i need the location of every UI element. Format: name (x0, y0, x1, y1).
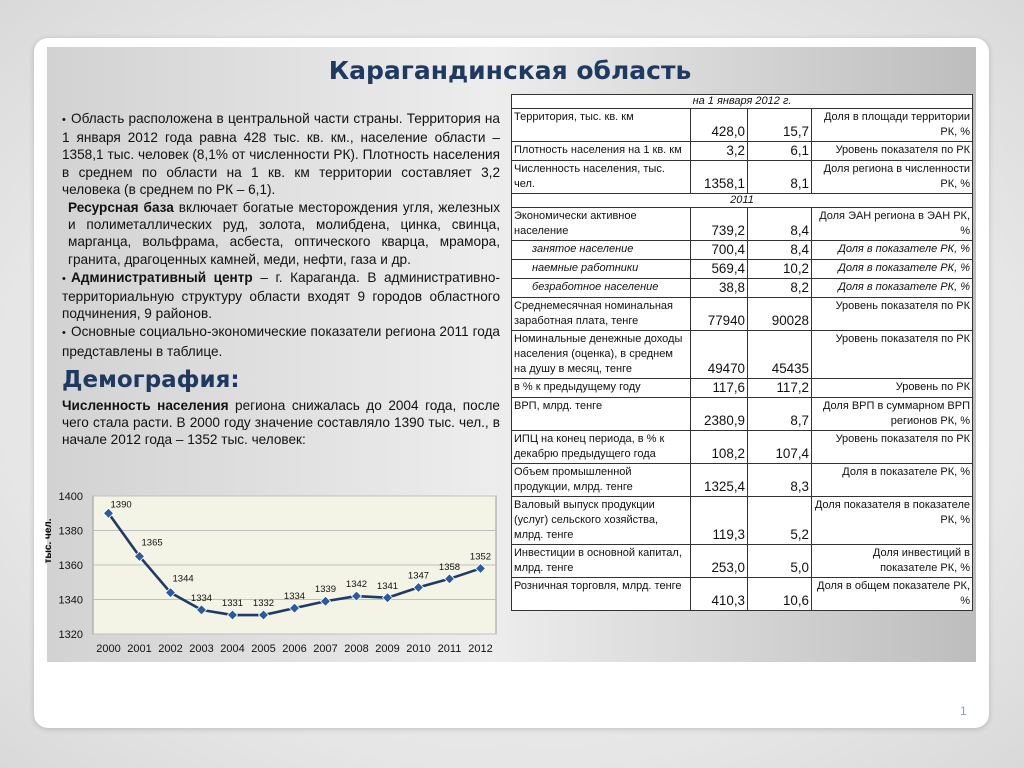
table-row (512, 379, 973, 398)
table-row (512, 279, 973, 298)
row-value-share: 15,7 (748, 109, 812, 142)
y-tick-label: 1360 (58, 560, 83, 572)
x-tick-label: 2007 (313, 643, 338, 655)
intro-paragraph-4: • Основные социально-экономические показатели региона 2011 года представлены в таблице. (62, 324, 500, 359)
row-indicator: Доля в общем показателе РК, % (812, 578, 973, 611)
x-tick-label: 2002 (158, 643, 183, 655)
row-indicator: Доля инвестиций в показателе РК, % (812, 545, 973, 578)
row-value-region: 77940 (691, 298, 748, 331)
intro-paragraph-3: • Административный центр – г. Караганда. В административно-территориальную структуру области входят 9 городов областного подчинения, 9 районов. (62, 269, 500, 322)
admin-center-label: Административный центр (71, 269, 253, 285)
row-label: в % к предыдущему году (512, 379, 691, 398)
row-indicator: Доля ВРП в суммарном ВРП регионов РК, % (812, 398, 973, 431)
y-axis-label: тыс. чел. (43, 518, 54, 564)
x-tick-label: 2003 (189, 643, 214, 655)
row-label: занятое население (512, 241, 691, 260)
row-value-share: 8,7 (748, 398, 812, 431)
row-value-region: 1358,1 (691, 161, 748, 194)
table-year-row (512, 194, 973, 208)
row-label: Номинальные денежные доходы населения (оценка), в среднем на душу в месяц, тенге (512, 331, 691, 379)
intro-paragraph-2: Ресурсная база включает богатые месторождения угля, железных и полиметаллических руд, золота, молибдена, цинка, свинца, марганца, вольфрама, асбеста, оптического кварца, мрамора, гранита, драгоценных камней, меди, нефти, газа и др. (68, 200, 500, 267)
table-row (512, 260, 973, 279)
row-label: Территория, тыс. кв. км (512, 109, 691, 142)
row-indicator: Доля показателя в показателе РК, % (812, 497, 973, 545)
row-label: наемные работники (512, 260, 691, 279)
row-value-share: 8,4 (748, 241, 812, 260)
table-row (512, 142, 973, 161)
table-year-header: 2011 (512, 194, 973, 208)
row-label: Экономически активное население (512, 208, 691, 241)
row-value-region: 700,4 (691, 241, 748, 260)
row-value-share: 90028 (748, 298, 812, 331)
bullet-icon: • (62, 327, 66, 340)
row-indicator: Доля в площади территории РК, % (812, 109, 973, 142)
row-label: ИПЦ на конец периода, в % к декабрю предыдущего года (512, 431, 691, 464)
population-chart-svg (40, 488, 500, 660)
row-value-share: 8,1 (748, 161, 812, 194)
data-label: 1339 (314, 584, 337, 596)
table-row (512, 298, 973, 331)
indicators-table (511, 94, 973, 611)
x-tick-label: 2008 (344, 643, 369, 655)
row-value-share: 6,1 (748, 142, 812, 161)
data-label: 1390 (110, 499, 132, 511)
row-value-share: 107,4 (748, 431, 812, 464)
row-value-share: 45435 (748, 331, 812, 379)
row-value-region: 428,0 (691, 109, 748, 142)
bullet-icon: • (62, 114, 66, 126)
row-value-share: 117,2 (748, 379, 812, 398)
table-row (512, 161, 973, 194)
population-chart (40, 488, 500, 660)
x-tick-label: 2001 (127, 643, 152, 655)
table-row (512, 208, 973, 241)
data-label: 1334 (283, 591, 306, 603)
row-label: Объем промышленной продукции, млрд. тенге (512, 464, 691, 497)
x-tick-label: 2011 (437, 643, 462, 655)
row-label: безработное население (512, 279, 691, 298)
row-value-region: 38,8 (691, 279, 748, 298)
row-value-region: 739,2 (691, 208, 748, 241)
table-row (512, 398, 973, 431)
row-value-region: 410,3 (691, 578, 748, 611)
indicators-table-wrap (511, 94, 972, 611)
data-label: 1332 (252, 598, 275, 610)
row-label: ВРП, млрд. тенге (512, 398, 691, 431)
row-label: Розничная торговля, млрд. тенге (512, 578, 691, 611)
demography-paragraph: Численность населения региона снижалась до 2004 года, после чего стала расти. В 2000 году значение составляло 1390 тыс. чел., в начале 2012 года – 1352 тыс. человек: (62, 397, 500, 448)
row-value-region: 569,4 (691, 260, 748, 279)
row-value-share: 8,2 (748, 279, 812, 298)
row-indicator: Доля в показателе РК, % (812, 260, 973, 279)
data-label: 1334 (190, 592, 213, 604)
row-indicator: Уровень показателя по РК (812, 331, 973, 379)
slide-title: Карагандинская область (328, 56, 692, 85)
data-label: 1331 (221, 598, 244, 610)
row-value-region: 3,2 (691, 142, 748, 161)
y-tick-label: 1380 (58, 525, 83, 538)
row-indicator: Уровень показателя по РК (812, 431, 973, 464)
row-value-region: 49470 (691, 331, 748, 379)
row-value-region: 2380,9 (691, 398, 748, 431)
x-tick-label: 2000 (96, 643, 121, 655)
table-row (512, 109, 973, 142)
table-date-header: на 1 января 2012 г. (512, 95, 973, 109)
table-row (512, 464, 973, 497)
table-header-row (512, 95, 973, 109)
row-value-region: 108,2 (691, 431, 748, 464)
x-tick-label: 2005 (251, 643, 276, 655)
row-indicator: Доля в показателе РК, % (812, 464, 973, 497)
table-row (512, 497, 973, 545)
intro-text (62, 110, 500, 449)
x-tick-label: 2004 (220, 643, 245, 655)
intro-paragraph-1: • Область расположена в центральной части страны. Территория на 1 января 2012 года равна 428 тыс. кв. км., население области – 1358,1 тыс. человек (8,1% от численности РК). Плотность населения в среднем по области на 1 кв. км территории составляет 3,2 человека (в среднем по РК – 6,1). (62, 111, 500, 197)
row-value-region: 253,0 (691, 545, 748, 578)
x-tick-label: 2009 (375, 643, 400, 655)
data-label: 1352 (469, 551, 492, 563)
table-row (512, 431, 973, 464)
population-label: Численность населения (62, 397, 229, 413)
row-value-region: 117,6 (691, 379, 748, 398)
y-tick-label: 1400 (58, 491, 83, 503)
data-label: 1358 (438, 561, 461, 573)
x-tick-labels (96, 643, 492, 655)
row-label: Плотность населения на 1 кв. км (512, 142, 691, 161)
page-number: 1 (960, 704, 967, 718)
x-tick-label: 2006 (282, 643, 307, 655)
row-indicator: Доля в показателе РК, % (812, 279, 973, 298)
table-row (512, 545, 973, 578)
data-label: 1365 (141, 537, 163, 549)
row-value-share: 8,4 (748, 208, 812, 241)
demography-heading: Демография: (62, 366, 240, 393)
table-row (512, 241, 973, 260)
row-value-region: 1325,4 (691, 464, 748, 497)
row-indicator: Доля ЭАН региона в ЭАН РК, % (812, 208, 973, 241)
data-label: 1341 (376, 580, 399, 592)
row-indicator: Доля региона в численности РК, % (812, 161, 973, 194)
y-tick-labels (59, 491, 83, 641)
row-indicator: Уровень по РК (812, 379, 973, 398)
row-value-share: 8,3 (748, 464, 812, 497)
row-indicator: Уровень показателя по РК (812, 298, 973, 331)
bullet-icon: • (62, 272, 66, 285)
row-value-region: 119,3 (691, 497, 748, 545)
row-label: Среднемесячная номинальная заработная плата, тенге (512, 298, 691, 331)
row-label: Численность населения, тыс. чел. (512, 161, 691, 194)
row-indicator: Доля в показателе РК, % (812, 241, 973, 260)
row-value-share: 5,2 (748, 497, 812, 545)
row-value-share: 10,2 (748, 260, 812, 279)
row-value-share: 5,0 (748, 545, 812, 578)
y-tick-label: 1340 (58, 594, 83, 607)
resource-base-label: Ресурсная база (68, 200, 174, 216)
data-label: 1347 (407, 570, 430, 582)
data-label: 1344 (172, 573, 194, 585)
row-label: Валовый выпуск продукции (услуг) сельского хозяйства, млрд. тенге (512, 497, 691, 545)
row-label: Инвестиции в основной капитал, млрд. тенге (512, 545, 691, 578)
row-value-share: 10,6 (748, 578, 812, 611)
table-row (512, 578, 973, 611)
x-tick-label: 2012 (468, 643, 493, 655)
row-indicator: Уровень показателя по РК (812, 142, 973, 161)
data-label: 1342 (345, 579, 368, 591)
y-tick-label: 1320 (58, 629, 83, 641)
table-row (512, 331, 973, 379)
x-tick-label: 2010 (406, 643, 431, 655)
